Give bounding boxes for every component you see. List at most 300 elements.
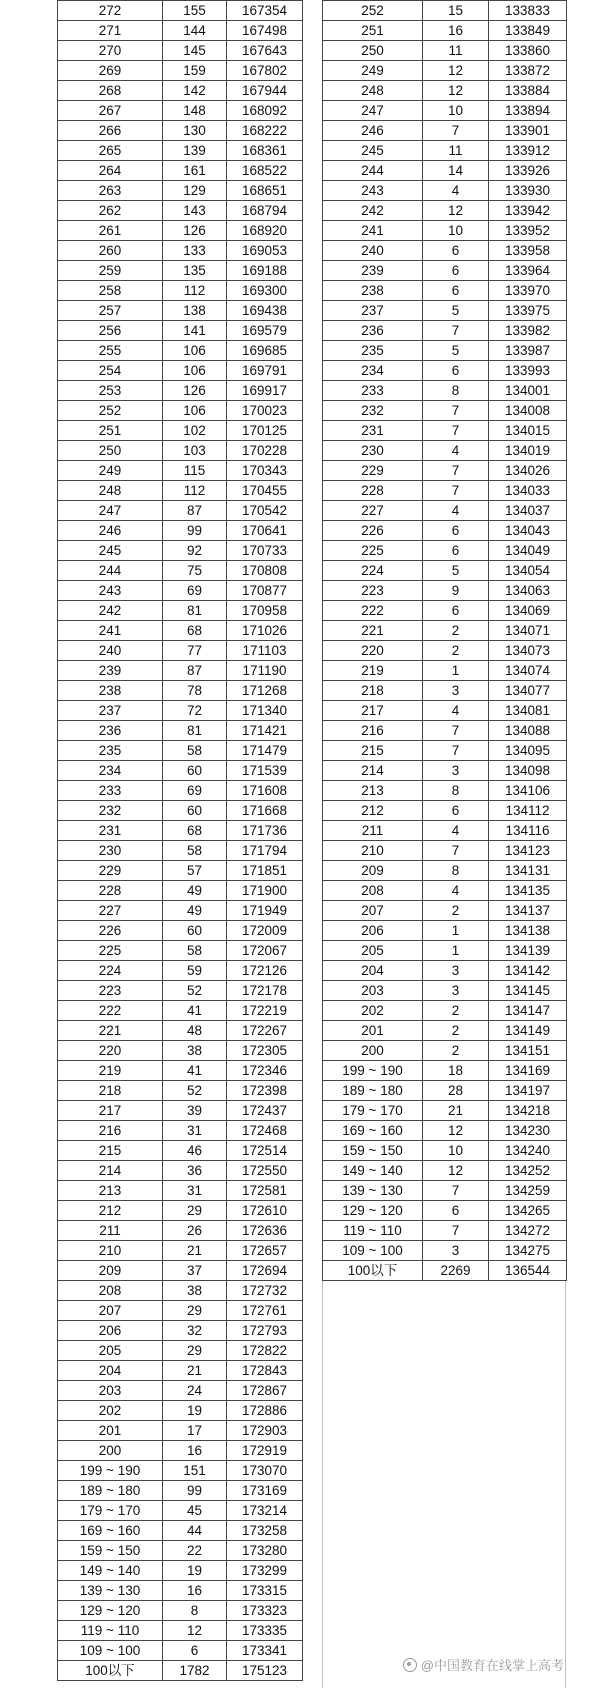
cumulative-cell: 172067 (227, 941, 303, 961)
count-cell: 129 (163, 181, 227, 201)
score-cell: 236 (323, 321, 423, 341)
count-cell: 87 (163, 661, 227, 681)
count-cell: 12 (163, 1621, 227, 1641)
cumulative-cell: 134063 (489, 581, 567, 601)
score-cell: 210 (323, 841, 423, 861)
table-row (323, 301, 567, 321)
table-row (58, 1501, 303, 1521)
table-row (323, 441, 567, 461)
cumulative-cell: 168361 (227, 141, 303, 161)
cumulative-cell: 133849 (489, 21, 567, 41)
count-cell: 6 (423, 541, 489, 561)
score-cell: 269 (58, 61, 163, 81)
score-cell: 272 (58, 1, 163, 21)
table-row (58, 1221, 303, 1241)
score-cell: 254 (58, 361, 163, 381)
cumulative-cell: 168522 (227, 161, 303, 181)
count-cell: 41 (163, 1001, 227, 1021)
score-cell: 201 (323, 1021, 423, 1041)
score-cell: 179 ~ 170 (323, 1101, 423, 1121)
count-cell: 103 (163, 441, 227, 461)
score-cell: 201 (58, 1421, 163, 1441)
score-cell: 204 (58, 1361, 163, 1381)
cumulative-cell: 134037 (489, 501, 567, 521)
cumulative-cell: 169438 (227, 301, 303, 321)
table-row (323, 541, 567, 561)
count-cell: 21 (163, 1241, 227, 1261)
count-cell: 6 (423, 601, 489, 621)
cumulative-cell: 134275 (489, 1241, 567, 1261)
cumulative-cell: 134131 (489, 861, 567, 881)
table-row (58, 1201, 303, 1221)
score-cell: 109 ~ 100 (323, 1241, 423, 1261)
cumulative-cell: 172761 (227, 1301, 303, 1321)
count-cell: 99 (163, 1481, 227, 1501)
count-cell: 2 (423, 1021, 489, 1041)
count-cell: 52 (163, 1081, 227, 1101)
cumulative-cell: 133872 (489, 61, 567, 81)
table-row (323, 241, 567, 261)
score-cell: 241 (58, 621, 163, 641)
score-cell: 245 (58, 541, 163, 561)
cumulative-cell: 173323 (227, 1601, 303, 1621)
cumulative-cell: 172398 (227, 1081, 303, 1101)
cumulative-cell: 136544 (489, 1261, 567, 1281)
table-row (323, 1221, 567, 1241)
count-cell: 58 (163, 841, 227, 861)
table-row (58, 1241, 303, 1261)
score-table-left-body (58, 1, 303, 1681)
cumulative-cell: 171103 (227, 641, 303, 661)
cumulative-cell: 133926 (489, 161, 567, 181)
cumulative-cell: 172732 (227, 1281, 303, 1301)
score-cell: 244 (323, 161, 423, 181)
table-row (58, 921, 303, 941)
score-cell: 259 (58, 261, 163, 281)
score-cell: 222 (58, 1001, 163, 1021)
table-row (323, 261, 567, 281)
score-cell: 224 (323, 561, 423, 581)
count-cell: 8 (423, 381, 489, 401)
score-cell: 249 (58, 461, 163, 481)
count-cell: 6 (423, 241, 489, 261)
score-cell: 189 ~ 180 (58, 1481, 163, 1501)
cumulative-cell: 170228 (227, 441, 303, 461)
count-cell: 11 (423, 141, 489, 161)
score-cell: 228 (58, 881, 163, 901)
count-cell: 12 (423, 201, 489, 221)
table-row (58, 261, 303, 281)
score-cell: 226 (323, 521, 423, 541)
table-row (58, 1581, 303, 1601)
cumulative-cell: 133958 (489, 241, 567, 261)
score-cell: 119 ~ 110 (58, 1621, 163, 1641)
faint-gridline (565, 1281, 566, 1688)
count-cell: 148 (163, 101, 227, 121)
cumulative-cell: 171608 (227, 781, 303, 801)
score-cell: 211 (323, 821, 423, 841)
cumulative-cell: 171539 (227, 761, 303, 781)
cumulative-cell: 171479 (227, 741, 303, 761)
count-cell: 14 (423, 161, 489, 181)
cumulative-cell: 171794 (227, 841, 303, 861)
table-row (58, 1441, 303, 1461)
score-cell: 253 (58, 381, 163, 401)
count-cell: 106 (163, 401, 227, 421)
score-cell: 214 (58, 1161, 163, 1181)
score-cell: 203 (323, 981, 423, 1001)
table-row (323, 1001, 567, 1021)
cumulative-cell: 173299 (227, 1561, 303, 1581)
count-cell: 142 (163, 81, 227, 101)
table-row (58, 861, 303, 881)
cumulative-cell: 168092 (227, 101, 303, 121)
cumulative-cell: 173169 (227, 1481, 303, 1501)
count-cell: 36 (163, 1161, 227, 1181)
score-cell: 149 ~ 140 (323, 1161, 423, 1181)
table-row (323, 581, 567, 601)
cumulative-cell: 170733 (227, 541, 303, 561)
score-cell: 246 (323, 121, 423, 141)
cumulative-cell: 169791 (227, 361, 303, 381)
cumulative-cell: 133894 (489, 101, 567, 121)
table-row (323, 921, 567, 941)
cumulative-cell: 172178 (227, 981, 303, 1001)
table-row (58, 1381, 303, 1401)
cumulative-cell: 171026 (227, 621, 303, 641)
count-cell: 126 (163, 221, 227, 241)
table-row (323, 1161, 567, 1181)
table-row (58, 1401, 303, 1421)
score-cell: 207 (323, 901, 423, 921)
score-cell: 200 (58, 1441, 163, 1461)
table-row (323, 121, 567, 141)
table-row (323, 1101, 567, 1121)
cumulative-cell: 175123 (227, 1661, 303, 1681)
table-row (323, 781, 567, 801)
cumulative-cell: 134142 (489, 961, 567, 981)
table-row (323, 1041, 567, 1061)
score-cell: 238 (323, 281, 423, 301)
score-cell: 129 ~ 120 (323, 1201, 423, 1221)
count-cell: 99 (163, 521, 227, 541)
table-row (323, 381, 567, 401)
score-cell: 109 ~ 100 (58, 1641, 163, 1661)
score-cell: 218 (58, 1081, 163, 1101)
table-row (58, 141, 303, 161)
watermark (403, 1655, 564, 1674)
count-cell: 11 (423, 41, 489, 61)
count-cell: 29 (163, 1341, 227, 1361)
table-row (323, 1081, 567, 1101)
table-row (58, 1621, 303, 1641)
table-row (58, 1261, 303, 1281)
table-row (323, 1241, 567, 1261)
score-cell: 211 (58, 1221, 163, 1241)
count-cell: 6 (163, 1641, 227, 1661)
count-cell: 29 (163, 1301, 227, 1321)
count-cell: 145 (163, 41, 227, 61)
score-cell: 248 (323, 81, 423, 101)
table-row (58, 621, 303, 641)
table-row (323, 1121, 567, 1141)
score-cell: 230 (58, 841, 163, 861)
score-cell: 100以下 (323, 1261, 423, 1281)
table-row (323, 1201, 567, 1221)
cumulative-cell: 133987 (489, 341, 567, 361)
cumulative-cell: 134074 (489, 661, 567, 681)
table-row (58, 341, 303, 361)
cumulative-cell: 170125 (227, 421, 303, 441)
count-cell: 2 (423, 641, 489, 661)
table-row (58, 41, 303, 61)
cumulative-cell: 172694 (227, 1261, 303, 1281)
score-cell: 252 (323, 1, 423, 21)
table-row (58, 101, 303, 121)
score-cell: 247 (323, 101, 423, 121)
score-cell: 218 (323, 681, 423, 701)
cumulative-cell: 134137 (489, 901, 567, 921)
cumulative-cell: 169685 (227, 341, 303, 361)
count-cell: 130 (163, 121, 227, 141)
table-row (58, 601, 303, 621)
table-row (58, 221, 303, 241)
cumulative-cell: 134033 (489, 481, 567, 501)
count-cell: 15 (423, 1, 489, 21)
cumulative-cell: 171736 (227, 821, 303, 841)
score-cell: 231 (58, 821, 163, 841)
table-row (323, 841, 567, 861)
table-row (58, 1601, 303, 1621)
count-cell: 41 (163, 1061, 227, 1081)
cumulative-cell: 134169 (489, 1061, 567, 1081)
table-row (323, 881, 567, 901)
table-row (58, 1101, 303, 1121)
cumulative-cell: 170343 (227, 461, 303, 481)
score-cell: 225 (58, 941, 163, 961)
cumulative-cell: 172657 (227, 1241, 303, 1261)
table-row (58, 1321, 303, 1341)
score-cell: 210 (58, 1241, 163, 1261)
cumulative-cell: 134073 (489, 641, 567, 661)
score-cell: 216 (58, 1121, 163, 1141)
score-cell: 217 (323, 701, 423, 721)
count-cell: 16 (163, 1581, 227, 1601)
score-cell: 206 (323, 921, 423, 941)
table-row (58, 201, 303, 221)
score-cell: 232 (323, 401, 423, 421)
count-cell: 60 (163, 761, 227, 781)
score-cell: 249 (323, 61, 423, 81)
cumulative-cell: 133964 (489, 261, 567, 281)
count-cell: 7 (423, 841, 489, 861)
count-cell: 1 (423, 921, 489, 941)
cumulative-cell: 133860 (489, 41, 567, 61)
table-row (58, 281, 303, 301)
count-cell: 1 (423, 661, 489, 681)
score-cell: 169 ~ 160 (58, 1521, 163, 1541)
score-cell: 241 (323, 221, 423, 241)
count-cell: 77 (163, 641, 227, 661)
score-cell: 203 (58, 1381, 163, 1401)
table-row (58, 81, 303, 101)
count-cell: 112 (163, 281, 227, 301)
cumulative-cell: 168920 (227, 221, 303, 241)
table-row (323, 561, 567, 581)
count-cell: 5 (423, 561, 489, 581)
table-row (58, 461, 303, 481)
score-cell: 268 (58, 81, 163, 101)
cumulative-cell: 171851 (227, 861, 303, 881)
count-cell: 106 (163, 361, 227, 381)
table-row (58, 1061, 303, 1081)
count-cell: 6 (423, 801, 489, 821)
score-cell: 208 (323, 881, 423, 901)
table-row (323, 101, 567, 121)
count-cell: 138 (163, 301, 227, 321)
count-cell: 7 (423, 461, 489, 481)
table-row (323, 901, 567, 921)
table-row (323, 661, 567, 681)
score-cell: 159 ~ 150 (323, 1141, 423, 1161)
table-row (58, 541, 303, 561)
cumulative-cell: 167643 (227, 41, 303, 61)
cumulative-cell: 133970 (489, 281, 567, 301)
cumulative-cell: 172219 (227, 1001, 303, 1021)
table-row (58, 501, 303, 521)
score-cell: 267 (58, 101, 163, 121)
score-cell: 247 (58, 501, 163, 521)
score-cell: 223 (58, 981, 163, 1001)
table-row (58, 1281, 303, 1301)
cumulative-cell: 134116 (489, 821, 567, 841)
cumulative-cell: 172843 (227, 1361, 303, 1381)
table-row (58, 1541, 303, 1561)
count-cell: 4 (423, 701, 489, 721)
table-row (323, 281, 567, 301)
table-row (58, 481, 303, 501)
score-cell: 219 (58, 1061, 163, 1081)
score-cell: 221 (323, 621, 423, 641)
count-cell: 18 (423, 1061, 489, 1081)
score-cell: 209 (58, 1261, 163, 1281)
table-row (323, 161, 567, 181)
count-cell: 6 (423, 521, 489, 541)
table-row (58, 701, 303, 721)
table-row (323, 81, 567, 101)
cumulative-cell: 134218 (489, 1101, 567, 1121)
cumulative-cell: 170958 (227, 601, 303, 621)
score-cell: 213 (323, 781, 423, 801)
cumulative-cell: 172305 (227, 1041, 303, 1061)
cumulative-cell: 133901 (489, 121, 567, 141)
cumulative-cell: 172267 (227, 1021, 303, 1041)
cumulative-cell: 170808 (227, 561, 303, 581)
count-cell: 2269 (423, 1261, 489, 1281)
count-cell: 92 (163, 541, 227, 561)
cumulative-cell: 167802 (227, 61, 303, 81)
table-row (58, 1, 303, 21)
count-cell: 12 (423, 1161, 489, 1181)
table-row (58, 1341, 303, 1361)
score-cell: 202 (58, 1401, 163, 1421)
count-cell: 2 (423, 901, 489, 921)
score-cell: 212 (323, 801, 423, 821)
cumulative-cell: 134252 (489, 1161, 567, 1181)
score-cell: 207 (58, 1301, 163, 1321)
table-row (58, 381, 303, 401)
table-row (323, 1, 567, 21)
table-row (58, 1481, 303, 1501)
score-cell: 149 ~ 140 (58, 1561, 163, 1581)
table-row (58, 821, 303, 841)
cumulative-cell: 134272 (489, 1221, 567, 1241)
score-table-left (57, 0, 303, 1681)
score-cell: 205 (323, 941, 423, 961)
count-cell: 151 (163, 1461, 227, 1481)
table-row (323, 481, 567, 501)
cumulative-cell: 134015 (489, 421, 567, 441)
cumulative-cell: 134230 (489, 1121, 567, 1141)
count-cell: 10 (423, 221, 489, 241)
count-cell: 22 (163, 1541, 227, 1561)
table-row (58, 981, 303, 1001)
cumulative-cell: 134069 (489, 601, 567, 621)
table-row (323, 461, 567, 481)
score-cell: 233 (58, 781, 163, 801)
score-cell: 237 (58, 701, 163, 721)
score-cell: 119 ~ 110 (323, 1221, 423, 1241)
table-row (58, 241, 303, 261)
table-row (323, 761, 567, 781)
count-cell: 2 (423, 621, 489, 641)
count-cell: 7 (423, 401, 489, 421)
cumulative-cell: 134151 (489, 1041, 567, 1061)
camera-icon (403, 1658, 417, 1672)
score-cell: 217 (58, 1101, 163, 1121)
count-cell: 4 (423, 441, 489, 461)
table-row (58, 841, 303, 861)
count-cell: 7 (423, 481, 489, 501)
table-row (323, 361, 567, 381)
score-table-right-body (323, 1, 567, 1281)
score-cell: 206 (58, 1321, 163, 1341)
cumulative-cell: 169053 (227, 241, 303, 261)
count-cell: 10 (423, 101, 489, 121)
score-cell: 229 (58, 861, 163, 881)
table-row (323, 801, 567, 821)
count-cell: 5 (423, 341, 489, 361)
score-cell: 240 (323, 241, 423, 261)
table-row (323, 641, 567, 661)
table-row (58, 421, 303, 441)
cumulative-cell: 172581 (227, 1181, 303, 1201)
count-cell: 6 (423, 361, 489, 381)
cumulative-cell: 173280 (227, 1541, 303, 1561)
count-cell: 8 (163, 1601, 227, 1621)
count-cell: 7 (423, 121, 489, 141)
score-cell: 256 (58, 321, 163, 341)
table-row (323, 1181, 567, 1201)
count-cell: 39 (163, 1101, 227, 1121)
cumulative-cell: 133982 (489, 321, 567, 341)
score-cell: 229 (323, 461, 423, 481)
score-cell: 244 (58, 561, 163, 581)
table-row (58, 661, 303, 681)
table-row (58, 1301, 303, 1321)
table-row (58, 161, 303, 181)
cumulative-cell: 133912 (489, 141, 567, 161)
